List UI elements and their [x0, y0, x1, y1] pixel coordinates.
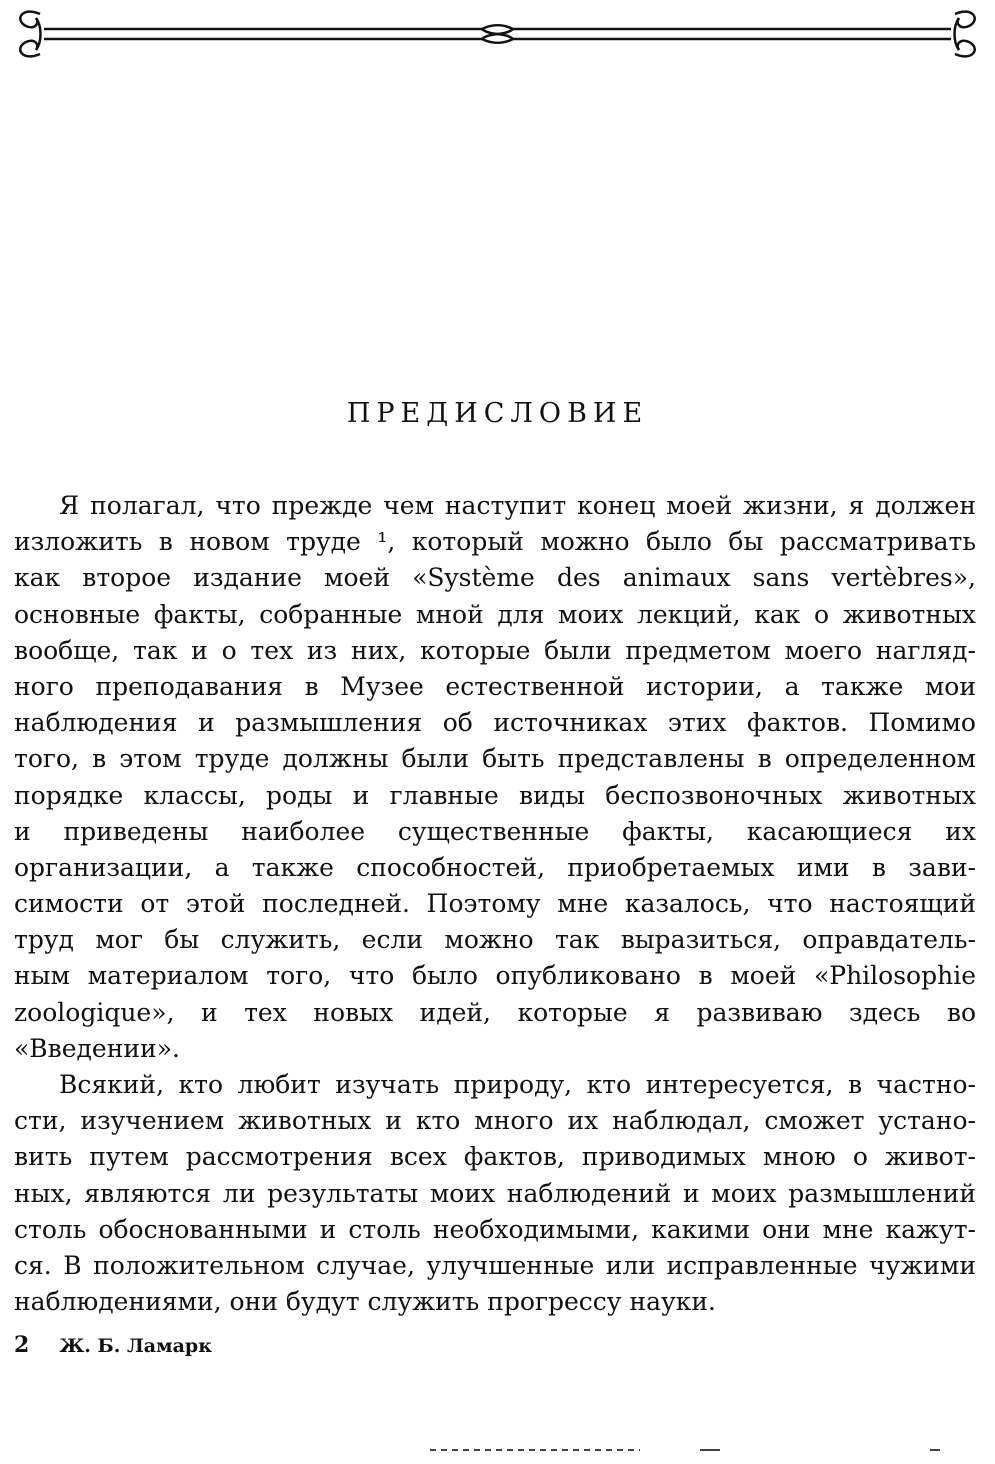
text-line: порядке классы, роды и главные виды беспозвоночных животных: [14, 780, 976, 810]
text-line: изложить в новом труде ¹, который можно было бы рассматривать: [14, 527, 976, 557]
page-title: ПРЕДИСЛОВИЕ: [346, 398, 649, 429]
text-line: Я полагал, что прежде чем наступит конец моей жизни, я должен: [59, 491, 976, 520]
scan-artifact-marks: [0, 1440, 995, 1460]
text-line: вообще, так и о тех из них, которые были предметом моего нагляд-: [14, 635, 976, 665]
printer-signature: Ж. Б. Ламарк: [59, 1335, 212, 1357]
page-number: 2: [14, 1332, 30, 1358]
text-line: столь обоснованными и столь необходимыми, какими они мне кажут-: [14, 1214, 976, 1244]
text-line: «Введении».: [14, 1033, 180, 1063]
text-line: того, в этом труде должны были быть представлены в определенном: [14, 744, 976, 774]
text-line: труд мог бы служить, если можно так выразиться, оправдатель-: [14, 925, 976, 955]
preface-text: [14, 488, 976, 1320]
paragraph: [14, 488, 976, 1067]
text-line: и приведены наиболее существенные факты, касающиеся их: [14, 816, 976, 846]
text-line: ся. В положительном случае, улучшенные или исправленные чужими: [14, 1250, 976, 1280]
text-line: вить путем рассмотрения всех фактов, приводимых мною о живот-: [14, 1142, 976, 1172]
text-line: ных, являются ли результаты моих наблюдений и моих размышлений: [14, 1178, 976, 1208]
text-line: как второе издание моей «Système des animaux sans vertèbres»,: [14, 563, 976, 593]
paragraph: [14, 1067, 976, 1320]
text-line: наблюдениями, они будут служить прогрессу науки.: [14, 1287, 716, 1317]
header-ornament: [0, 0, 995, 70]
text-line: zoologique», и тех новых идей, которые я развиваю здесь во: [14, 997, 976, 1027]
page-footer: [14, 1332, 212, 1358]
text-line: основные факты, собранные мной для моих лекций, как о животных: [14, 599, 976, 629]
text-line: сти, изучением животных и кто много их наблюдал, сможет устано-: [14, 1106, 976, 1136]
text-line: ного преподавания в Музее естественной истории, а также мои: [14, 671, 976, 701]
text-line: Всякий, кто любит изучать природу, кто интересуется, в частно-: [59, 1070, 976, 1099]
text-line: ным материалом того, что было опубликовано в моей «Philosophie: [14, 961, 976, 991]
text-line: симости от этой последней. Поэтому мне казалось, что настоящий: [14, 889, 976, 919]
text-line: организации, а также способностей, приобретаемых ими в зави-: [14, 852, 976, 882]
text-line: наблюдения и размышления об источниках этих фактов. Помимо: [14, 708, 976, 738]
